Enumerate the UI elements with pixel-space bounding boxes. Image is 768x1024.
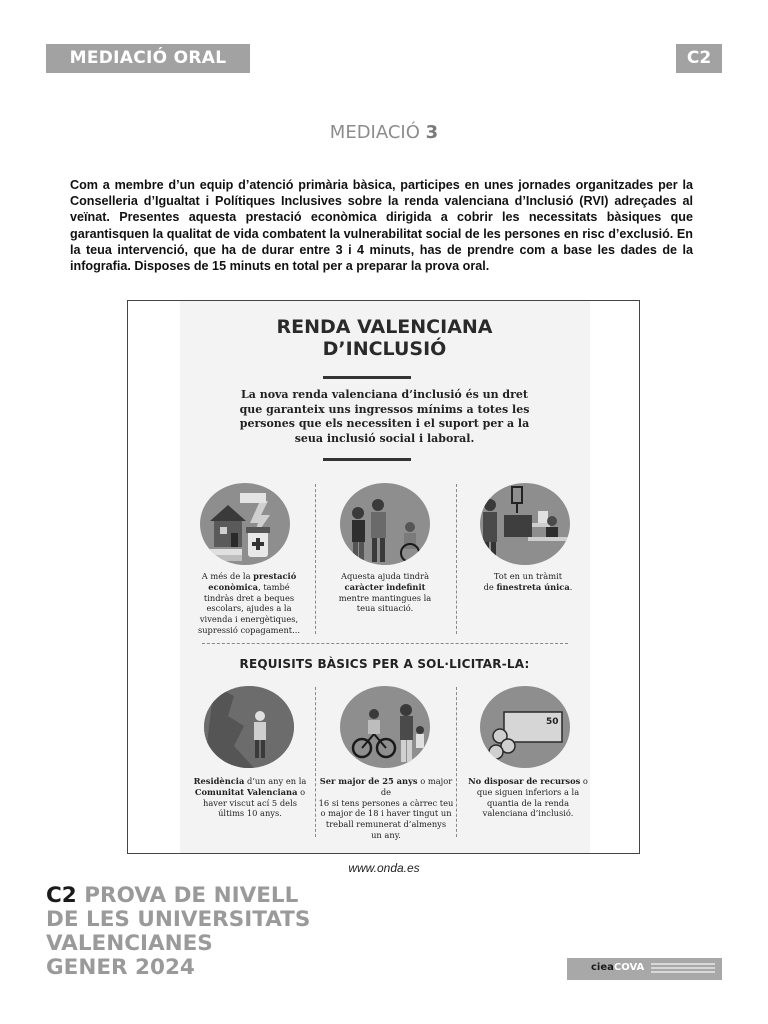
mediation-title-number: 3 <box>425 122 439 143</box>
section-separator <box>202 643 568 644</box>
benefits-illustration-circle <box>340 483 430 565</box>
mediation-title-prefix: MEDIACIÓ <box>329 122 420 143</box>
subtitle-line: seua inclusió social i laboral. <box>294 431 475 445</box>
ciea-cova-logo <box>567 958 722 980</box>
house-medicine-icon <box>200 483 290 565</box>
caption-line: No disposar de recursos o <box>468 776 588 786</box>
caption-line: treball remunerat d’almenys <box>325 819 447 830</box>
benefits-illustration-circle <box>200 483 290 565</box>
caption-line: supressió copagament... <box>197 624 301 635</box>
caption-line: vivenda i energètiques, <box>199 614 299 625</box>
caption-line: últims 10 anys. <box>218 808 282 819</box>
intro-paragraph: Com a membre d’un equip d’atenció primària bàsica, participes en unes jornades organitzades per la Conselleria d’Igualtat i Polítiques Inclusives sobre la renda valenciana d’Inclusió (RVI) adreçades al veïnat. Presentes aquesta prestació econòmica dirigida a cobrir les necessitats bàsiques que garantisquen la qualitat de vida combatent la vulnerabilitat social de les persones en risc d’exclusió. En la teua intervenció, que ha de durar entre 3 i 4 minuts, has de prendre com a base les dades de la infografia. Disposes de 15 minuts en total per a preparar la prova oral. <box>70 178 693 274</box>
top-divider <box>323 376 411 379</box>
subtitle-line: La nova renda valenciana d’inclusió és un dret <box>241 388 528 401</box>
benefits-illustration-circle <box>480 483 570 565</box>
requirements-title: REQUISITS BÀSICS PER A SOL·LICITAR-LA: <box>239 657 530 671</box>
column-separator <box>456 687 457 837</box>
benefit-caption-3 <box>464 571 592 593</box>
caption-line: haver viscut ací 5 dels <box>203 797 297 808</box>
caption-line: o major de 18 i haver tingut un <box>320 808 452 819</box>
office-desk-icon <box>480 483 570 565</box>
caption-line: A més de la prestació <box>201 571 297 581</box>
banknote-value: 50 <box>546 717 559 727</box>
caption-line: econòmica, també <box>208 581 290 592</box>
caption-line: Ser major de 25 anys o major de <box>319 776 453 797</box>
footer-line: DE LES UNIVERSITATS <box>46 907 311 932</box>
infographic-title-line1: RENDA VALENCIANA <box>276 316 493 338</box>
section-label: MEDIACIÓ ORAL <box>46 44 250 73</box>
footer-title <box>46 884 310 980</box>
caption-line: de finestreta única. <box>483 581 573 592</box>
caption-line: caràcter indefinit <box>344 581 426 592</box>
infographic <box>127 300 640 854</box>
subtitle-line: persones que els necessiten i el suport per a la <box>239 417 530 430</box>
requirement-illustration-circle <box>480 686 570 768</box>
level-badge: C2 <box>676 44 722 73</box>
subtitle-line: que garanteix uns ingressos mínims a totes les <box>239 402 530 416</box>
region-map-icon <box>204 686 294 768</box>
caption-line: Tot en un tràmit <box>493 571 563 581</box>
requirement-caption-1 <box>188 776 312 819</box>
footer-line: GENER 2024 <box>46 955 195 980</box>
logo-fine-print <box>651 963 715 975</box>
caption-line: mentre mantingues la <box>338 592 432 603</box>
column-separator <box>315 484 316 634</box>
requirement-illustration-circle <box>204 686 294 768</box>
caption-line: tindràs dret a beques <box>203 592 295 603</box>
caption-line: Residència d’un any en la <box>193 776 307 786</box>
column-separator <box>456 484 457 634</box>
caption-line: Aquesta ajuda tindrà <box>340 571 430 581</box>
age-people-icon <box>340 686 430 768</box>
benefit-caption-2 <box>326 571 444 614</box>
infographic-title <box>128 316 641 360</box>
source-credit: www.onda.es <box>348 861 420 875</box>
infographic-title-line2: D’INCLUSIÓ <box>322 338 447 360</box>
coins-banknote-icon <box>480 686 570 768</box>
requirement-illustration-circle <box>340 686 430 768</box>
requirement-caption-2 <box>316 776 456 841</box>
logo-text: cieaCOVA <box>591 962 645 973</box>
caption-line: escolars, ajudes a la <box>206 603 292 614</box>
caption-line: que siguen inferiors a la <box>476 786 580 797</box>
caption-line: valenciana d’inclusió. <box>482 808 574 819</box>
mediation-title <box>0 122 768 143</box>
benefit-caption-1 <box>190 571 308 636</box>
caption-line: un any. <box>371 829 401 840</box>
family-icon <box>340 483 430 565</box>
subtitle-divider <box>323 458 411 461</box>
caption-line: quantia de la renda <box>486 797 570 808</box>
caption-line: teua situació. <box>356 603 414 614</box>
footer-line: VALENCIANES <box>46 931 213 956</box>
infographic-subtitle <box>228 388 541 446</box>
caption-line: Comunitat Valenciana o <box>194 786 306 797</box>
requirement-caption-3 <box>460 776 596 819</box>
caption-line: 16 si tens persones a càrrec teu <box>318 797 454 808</box>
footer-line: C2 PROVA DE NIVELL <box>46 883 299 908</box>
